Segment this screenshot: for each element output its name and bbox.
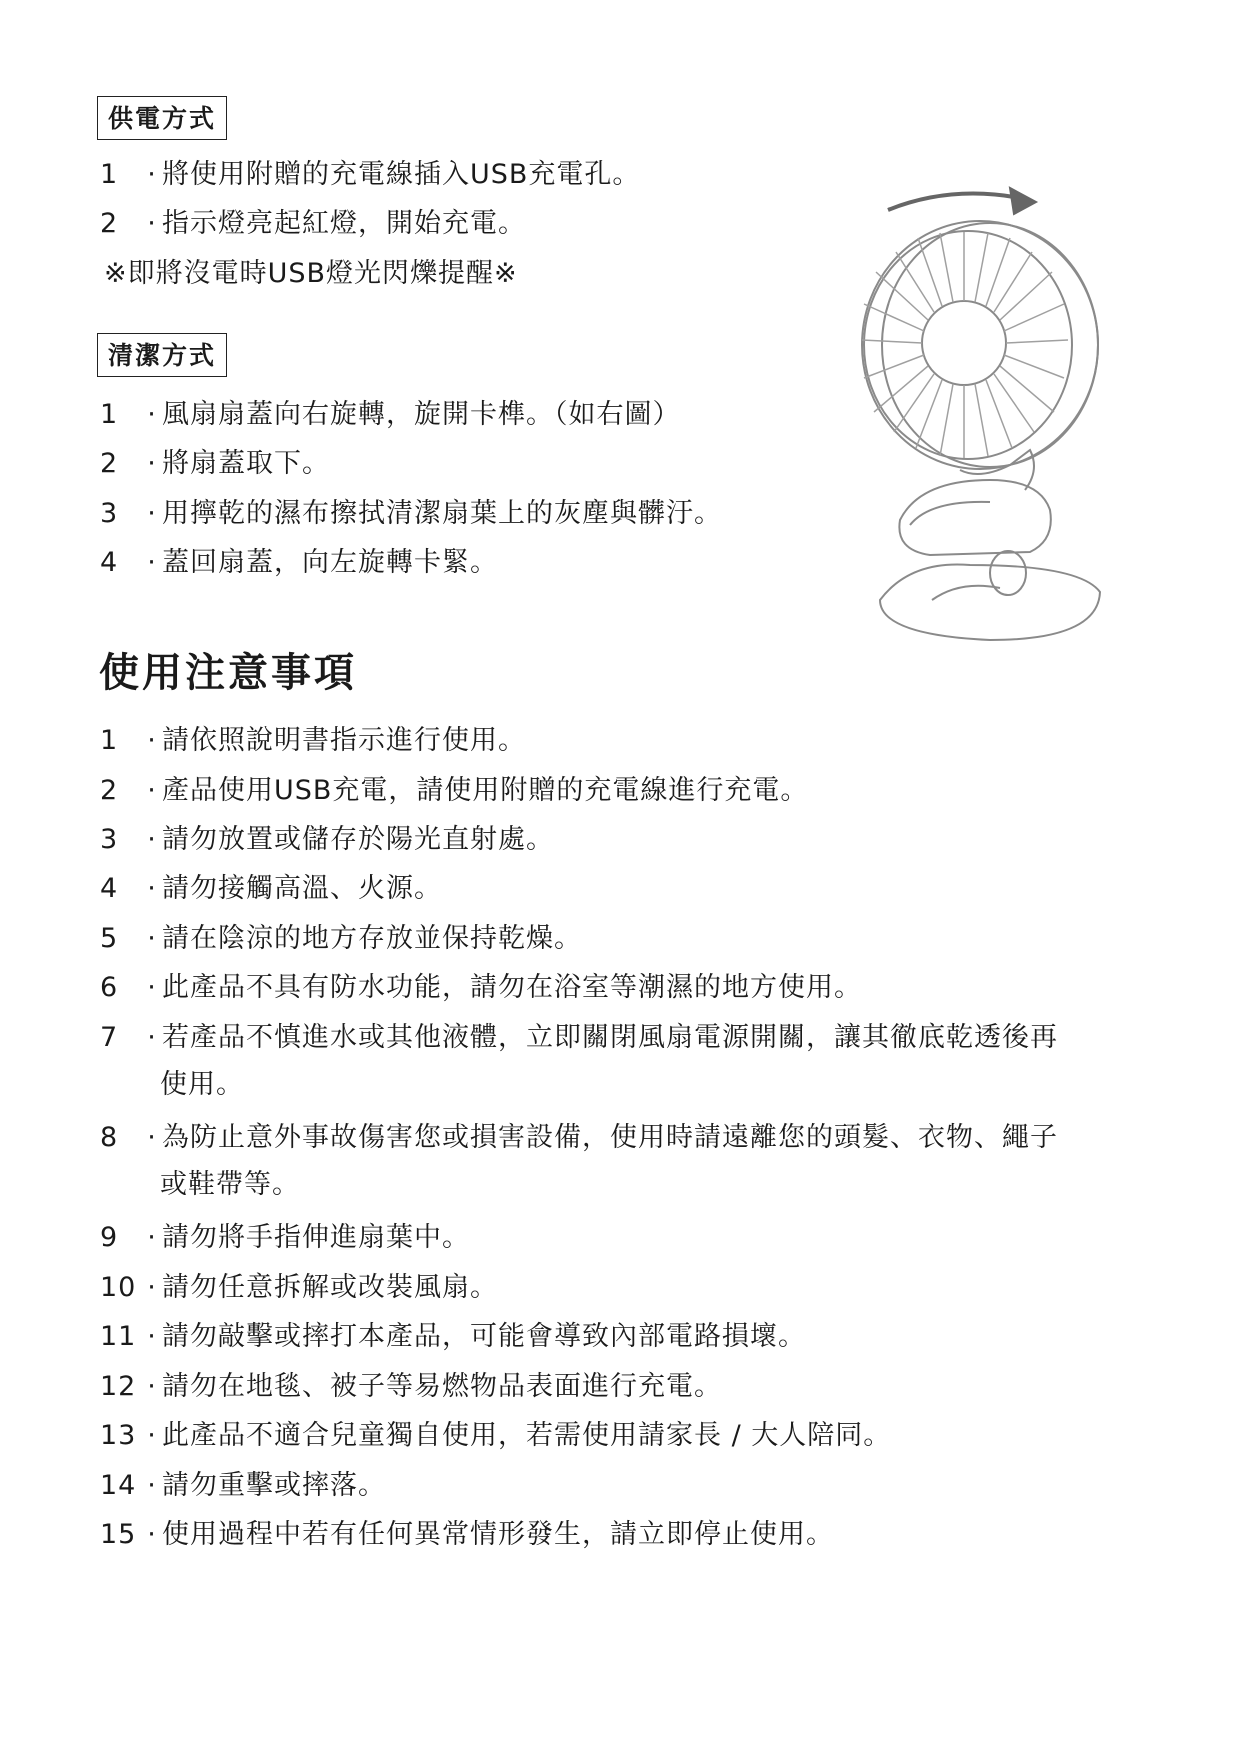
cleaning-item-2 [100,447,330,481]
precaution-item-15 [100,1518,834,1552]
precaution-item-5 [100,922,582,956]
item-number: 3 [100,824,119,855]
item-text: 請勿任意拆解或改裝風扇。 [162,1272,498,1303]
precaution-item-7 [100,1021,1058,1055]
item-number: 4 [100,873,119,904]
precaution-item-4 [100,872,442,906]
item-text: 請勿重擊或摔落。 [162,1470,386,1501]
item-text: 請依照說明書指示進行使用。 [162,725,526,756]
fan-guard-inner [864,231,1072,459]
precaution-item-11 [100,1320,806,1354]
item-text: 請勿在地毯、被子等易燃物品表面進行充電。 [162,1371,722,1402]
item-text: 此產品不具有防水功能，請勿在浴室等潮濕的地方使用。 [162,972,862,1003]
item-number: 9 [100,1222,119,1253]
item-separator: · [147,1272,157,1303]
item-separator: · [147,824,157,855]
precaution-item-13 [100,1419,891,1453]
precaution-item-3 [100,823,554,857]
precaution-item-8 [100,1121,1058,1155]
item-number: 2 [100,208,119,239]
item-number: 6 [100,972,119,1003]
fan-clip-jaw [910,502,990,525]
fan-hub [922,301,1006,385]
item-text: 請勿放置或儲存於陽光直射處。 [162,824,554,855]
item-separator: · [147,208,157,239]
item-number: 3 [100,498,119,529]
item-text: 請勿接觸高溫、火源。 [162,873,442,904]
item-number: 1 [100,725,119,756]
item-number: 13 [100,1420,137,1451]
item-text: 使用過程中若有任何異常情形發生，請立即停止使用。 [162,1519,834,1550]
cleaning-item-3 [100,497,722,531]
item-separator: · [147,725,157,756]
item-separator: · [147,1321,157,1352]
item-number: 1 [100,399,119,430]
item-text: 若產品不慎進水或其他液體，立即關閉風扇電源開關，讓其徹底乾透後再 [162,1022,1058,1053]
item-separator: · [147,775,157,806]
item-number: 5 [100,923,119,954]
item-number: 4 [100,547,119,578]
item-text: 為防止意外事故傷害您或損害設備，使用時請遠離您的頭髮、衣物、繩子 [162,1122,1058,1153]
cleaning-item-1 [100,398,681,432]
precaution-item-7-continued: 使用。 [160,1069,244,1100]
item-text: 蓋回扇蓋，向左旋轉卡緊。 [162,547,498,578]
item-number: 12 [100,1371,137,1402]
item-number: 2 [100,775,119,806]
item-text: 風扇扇蓋向右旋轉，旋開卡榫。（如右圖） [162,399,681,430]
item-number: 2 [100,448,119,479]
item-text: 將扇蓋取下。 [162,448,330,479]
precaution-item-2 [100,774,808,808]
precaution-item-9 [100,1221,470,1255]
power-item-2 [100,207,526,241]
item-text: 此產品不適合兒童獨自使用，若需使用請家長 / 大人陪同。 [162,1420,892,1451]
item-text: 請勿將手指伸進扇葉中。 [162,1222,470,1253]
item-text: 用擰乾的濕布擦拭清潔扇葉上的灰塵與髒汙。 [162,498,722,529]
precaution-item-10 [100,1271,498,1305]
item-separator: · [147,1371,157,1402]
precaution-item-6 [100,971,862,1005]
power-item-1 [100,158,640,192]
item-text: 指示燈亮起紅燈，開始充電。 [162,208,526,239]
fan-clip-body [899,480,1050,555]
item-separator: · [147,1470,157,1501]
item-number: 11 [100,1321,137,1352]
item-text: 請勿敲擊或摔打本產品，可能會導致內部電路損壞。 [162,1321,806,1352]
item-separator: · [147,1222,157,1253]
power-section-title: 供電方式 [97,96,227,140]
item-separator: · [147,1122,157,1153]
item-number: 14 [100,1470,137,1501]
item-separator: · [147,972,157,1003]
item-separator: · [147,923,157,954]
fan-illustration [840,180,1140,650]
item-number: 10 [100,1272,137,1303]
item-separator: · [147,498,157,529]
item-separator: · [147,159,157,190]
item-number: 1 [100,159,119,190]
arrow-head-icon [1010,188,1036,214]
precaution-item-8-continued: 或鞋帶等。 [160,1169,300,1200]
item-text: 請在陰涼的地方存放並保持乾燥。 [162,923,582,954]
item-number: 8 [100,1122,119,1153]
fan-guard-outer [862,221,1098,469]
precaution-item-12 [100,1370,722,1404]
item-separator: · [147,448,157,479]
precaution-item-1 [100,724,526,758]
cleaning-item-4 [100,546,498,580]
precaution-item-14 [100,1469,386,1503]
cleaning-section-title: 清潔方式 [97,333,227,377]
fan-base-inner [932,586,1000,600]
item-number: 7 [100,1022,119,1053]
item-separator: · [147,399,157,430]
item-number: 15 [100,1519,137,1550]
item-separator: · [147,547,157,578]
item-separator: · [147,1420,157,1451]
rotate-arrow-icon [888,194,1020,210]
item-separator: · [147,873,157,904]
precautions-heading: 使用注意事項 [99,650,357,696]
fan-knob [990,551,1026,595]
item-text: 產品使用USB充電，請使用附贈的充電線進行充電。 [162,775,809,806]
power-note: ※即將沒電時USB燈光閃爍提醒※ [104,258,518,289]
item-text: 將使用附贈的充電線插入USB充電孔。 [162,159,641,190]
item-separator: · [147,1022,157,1053]
item-separator: · [147,1519,157,1550]
